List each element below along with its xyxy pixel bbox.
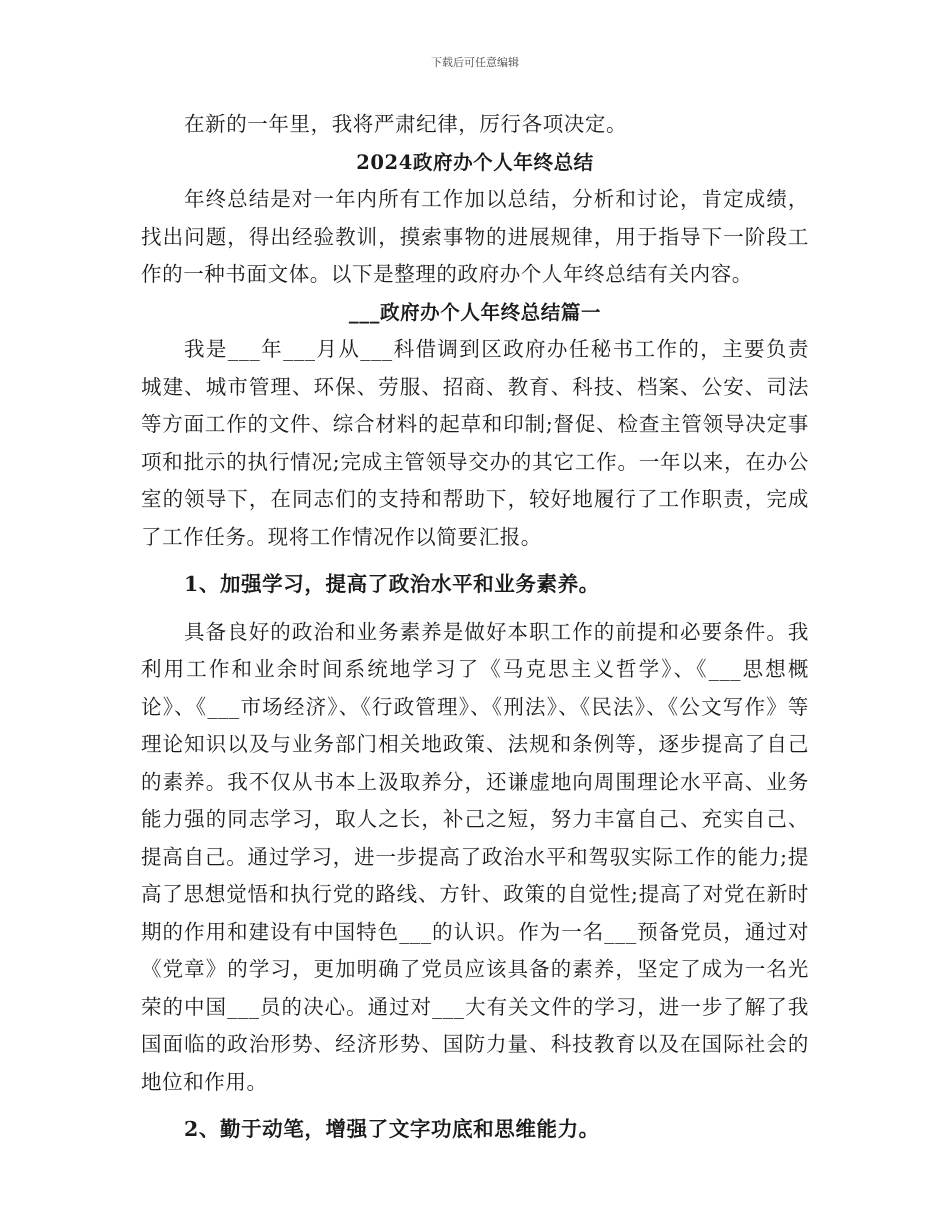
document-body: [141, 106, 809, 1149]
intro-line: 在新的一年里，我将严肃纪律，厉行各项决定。: [184, 112, 628, 136]
section-title: ___政府办个人年终总结篇一: [348, 300, 602, 324]
body-paragraph-1: 我是___年___月从___科借调到区政府办任秘书工作的，主要负责城建、城市管理、环保、劳服、招商、教育、科技、档案、公安、司法等方面工作的文件、综合材料的起草和印制;督促、检查主管领导决定事项和批示的执行情况;完成主管领导交办的其它工作。一年以来，在办公室的领导下，在同志们的支持和帮助下，较好地履行了工作职责，完成了工作任务。现将工作情况作以简要汇报。: [141, 337, 809, 549]
body-paragraph-2: 具备良好的政治和业务素养是做好本职工作的前提和必要条件。我利用工作和业余时间系统地学习了《马克思主义哲学》、《___思想概论》、《___市场经济》、《行政管理》、《刑法》、《民法》、《公文写作》等理论知识以及与业务部门相关地政策、法规和条例等，逐步提高了自己的素养。我不仅从书本上汲取养分，还谦虚地向周围理论水平高、业务能力强的同志学习，取人之长，补己之短，努力丰富自己、充实自己、提高自己。通过学习，进一步提高了政治水平和驾驭实际工作的能力;提高了思想觉悟和执行党的路线、方针、政策的自觉性;提高了对党在新时期的作用和建设有中国特色___的认识。作为一名___预备党员，通过对《党章》的学习，更加明确了党员应该具备的素养，坚定了成为一名光荣的中国___员的决心。通过对___大有关文件的学习，进一步了解了我国面临的政治形势、经济形势、国防力量、科技教育以及在国际社会的地位和作用。: [141, 619, 809, 1094]
section-heading-2: 2、勤于动笔，增强了文字功底和思维能力。: [184, 1117, 600, 1141]
page-header: 下载后可任意编辑: [431, 56, 519, 69]
intro-paragraph: 年终总结是对一年内所有工作加以总结，分析和讨论，肯定成绩，找出问题，得出经验教训，摸索事物的进展规律，用于指导下一阶段工作的一种书面文体。以下是整理的政府办个人年终总结有关内容。: [141, 187, 809, 286]
document-title: 2024政府办个人年终总结: [356, 150, 594, 174]
section-heading-1: 1、加强学习，提高了政治水平和业务素养。: [184, 572, 600, 596]
